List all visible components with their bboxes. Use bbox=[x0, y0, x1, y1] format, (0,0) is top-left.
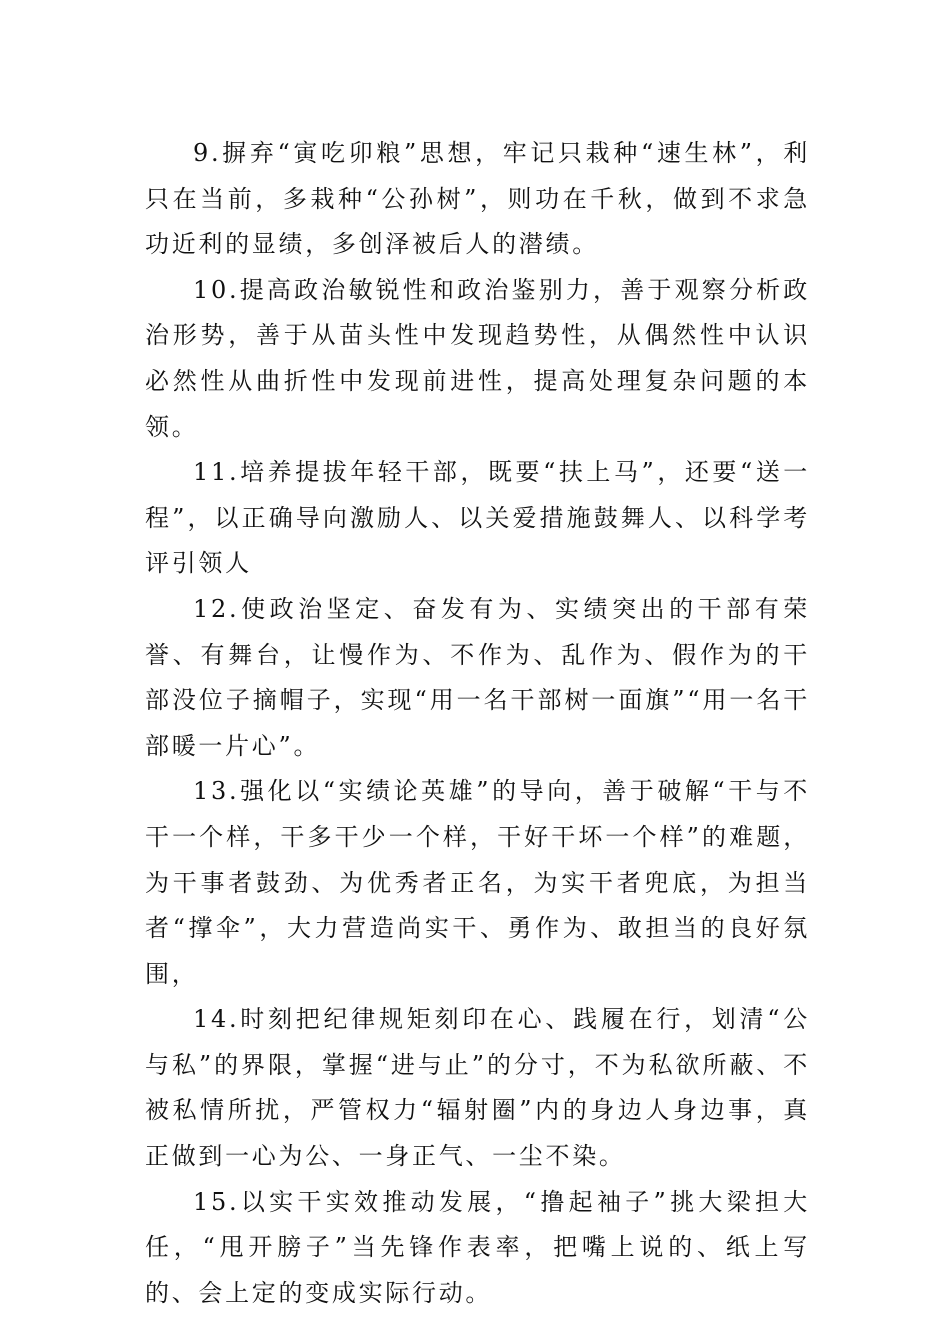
paragraph-14: 14.时刻把纪律规矩刻印在心、践履在行，划清“公与私”的界限，掌握“进与止”的分寸，不为私欲所蔽、不被私情所扰，严管权力“辐射圈”内的身边人身边事，真正做到一心为公、一身正气、一尘不染。 bbox=[145, 1005, 810, 1171]
paragraph-13: 13.强化以“实绩论英雄”的导向，善于破解“干与不干一个样，干多干少一个样，干好干坏一个样”的难题，为干事者鼓劲、为优秀者正名，为实干者兜底，为担当者“撑伞”，大力营造尚实干、勇作为、敢担当的良好氛围， bbox=[145, 777, 810, 988]
paragraph-10: 10.提高政治敏锐性和政治鉴别力，善于观察分析政治形势，善于从苗头性中发现趋势性，从偶然性中认识必然性从曲折性中发现前进性，提高处理复杂问题的本领。 bbox=[145, 275, 810, 441]
paragraph-12: 12.使政治坚定、奋发有为、实绩突出的干部有荣誉、有舞台，让慢作为、不作为、乱作为、假作为的干部没位子摘帽子，实现“用一名干部树一面旗”“用一名干部暖一片心”。 bbox=[145, 594, 810, 760]
document-page bbox=[145, 131, 810, 1316]
paragraph-9: 9.摒弃“寅吃卯粮”思想，牢记只栽种“速生林”，利只在当前，多栽种“公孙树”，则功在千秋，做到不求急功近利的显绩，多创泽被后人的潜绩。 bbox=[145, 139, 810, 259]
paragraph-15: 15.以实干实效推动发展，“撸起袖子”挑大梁担大任，“甩开膀子”当先锋作表率，把嘴上说的、纸上写的、会上定的变成实际行动。 bbox=[145, 1187, 810, 1307]
paragraph-11: 11.培养提拔年轻干部，既要“扶上马”，还要“送一程”，以正确导向激励人、以关爱措施鼓舞人、以科学考评引领人 bbox=[145, 458, 810, 578]
